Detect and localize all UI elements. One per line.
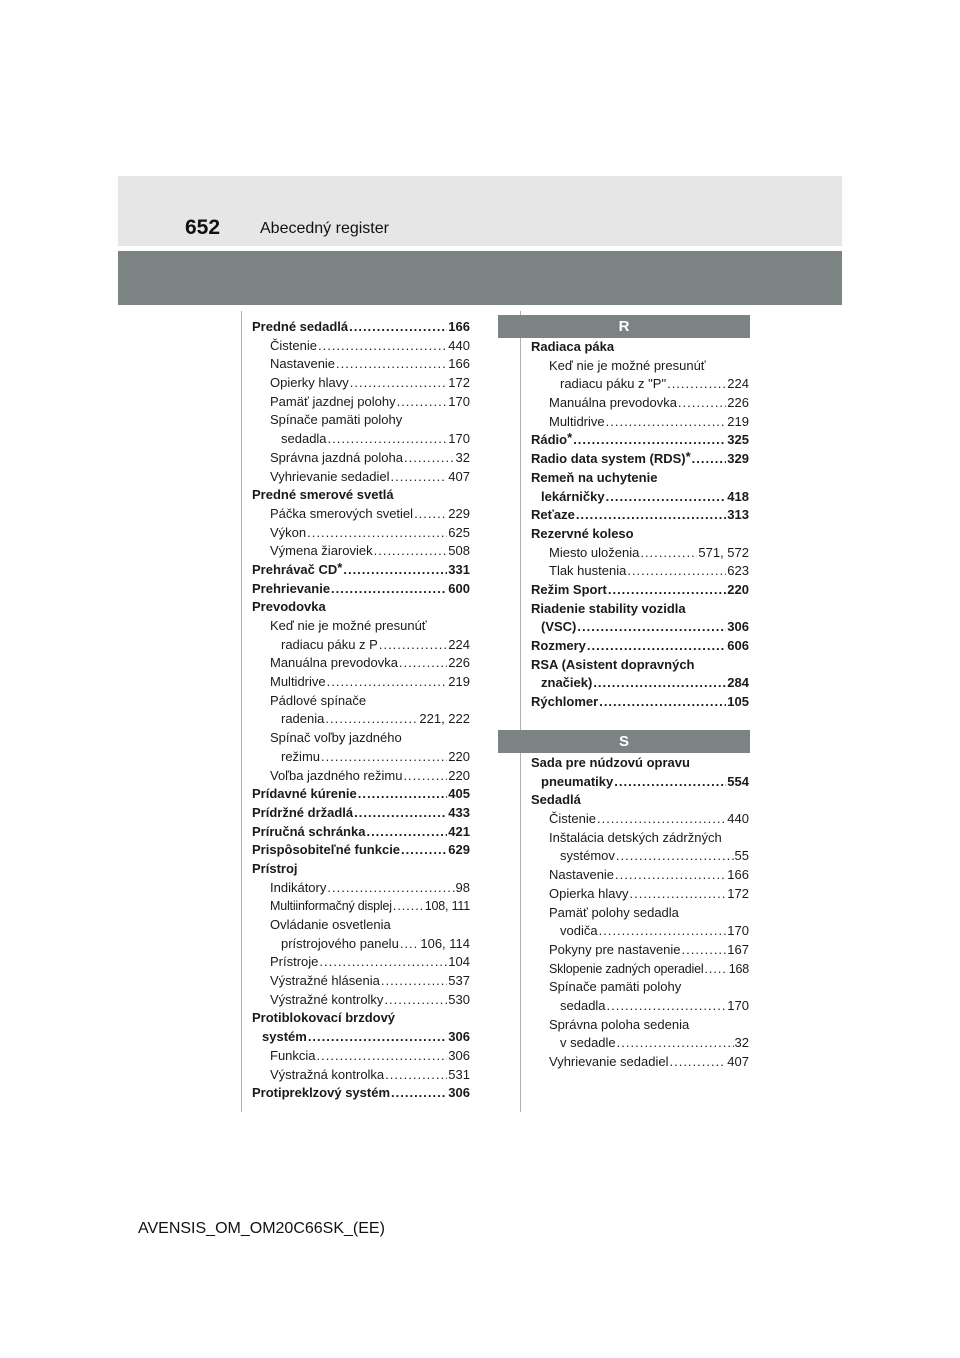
entry-text: Páčka smerových svetiel [270, 505, 414, 521]
index-entry [531, 618, 749, 637]
dot-leader [629, 885, 726, 904]
entry-page: 167 [727, 941, 749, 957]
dot-leader [404, 449, 455, 468]
entry-text: Výmena žiaroviek [270, 543, 373, 559]
dot-leader [307, 524, 447, 543]
entry-text: Multiinformačný displej [270, 899, 392, 914]
entry-text: Rezervné koleso [531, 525, 634, 541]
entry-text: Pádlové spínače [270, 692, 367, 708]
dot-leader [414, 505, 447, 524]
entry-text: Výstražné kontrolky [270, 991, 384, 1007]
index-entry [252, 767, 470, 786]
index-entry [531, 1016, 749, 1035]
index-entry [252, 804, 470, 823]
index-entry [252, 1028, 470, 1047]
index-entry [531, 773, 749, 792]
index-entry: Prehrávač CD * ..... 331 [252, 561, 470, 580]
dot-leader [401, 841, 447, 860]
entry-text: Výstražné hlásenia [270, 973, 380, 989]
entry-page: 623 [727, 563, 749, 579]
index-entry [531, 357, 749, 376]
index-entry [252, 318, 470, 337]
index-entry [531, 866, 749, 885]
index-entry [531, 394, 749, 413]
dot-leader [669, 1053, 726, 1072]
document-code: AVENSIS_OM_OM20C66SK_(EE) [138, 1220, 385, 1237]
entry-text: Rádio [531, 432, 568, 448]
index-entry [531, 978, 749, 997]
dot-leader [599, 693, 726, 712]
index-entry [531, 960, 749, 979]
dot-leader [617, 1034, 734, 1053]
index-entry [531, 847, 749, 866]
dot-leader [403, 767, 447, 786]
index-entry [252, 505, 470, 524]
dot-leader [381, 972, 447, 991]
dot-leader [327, 879, 454, 898]
entry-text: Reťaze [531, 507, 575, 523]
section-letter-r: R [498, 315, 750, 338]
entry-page: 106, 114 [420, 935, 470, 951]
entry-page: 440 [727, 811, 749, 827]
entry-text: Opierka hlavy [549, 885, 629, 901]
index-entry [531, 656, 749, 675]
entry-text: Rýchlomer [531, 694, 599, 710]
index-entry [252, 692, 470, 711]
index-entry [531, 693, 749, 712]
index-entry [252, 524, 470, 543]
dot-leader [354, 804, 447, 823]
index-entry [531, 674, 749, 693]
dot-leader [349, 318, 447, 337]
index-entry [531, 469, 749, 488]
entry-text: Predné sedadlá [252, 319, 349, 334]
entry-text: Multidrive [549, 413, 605, 429]
dot-leader [317, 1047, 448, 1066]
entry-text: Riadenie stability vozidla [531, 600, 686, 616]
index-entry [252, 1009, 470, 1028]
entry-text: Radio data system (RDS) [531, 451, 686, 467]
dot-leader [615, 866, 726, 885]
index-entry [531, 1034, 749, 1053]
dot-leader [393, 897, 424, 916]
index-entry [252, 748, 470, 767]
entry-text: Pamäť jazdnej polohy [270, 393, 396, 409]
entry-text: vodiča [560, 923, 598, 939]
index-entry [252, 935, 470, 954]
entry-page: 407 [448, 468, 470, 484]
entry-text: lekárničky [541, 488, 605, 504]
dot-leader [343, 561, 447, 580]
entry-text: značiek) [541, 675, 593, 691]
entry-page: 219 [448, 674, 470, 690]
entry-text: systémov [560, 848, 615, 864]
index-entry [252, 411, 470, 430]
entry-text: radiacu páku z "P" [560, 376, 667, 392]
index-entry [531, 637, 749, 656]
dot-leader [614, 773, 726, 792]
index-entry [252, 486, 470, 505]
entry-text: Keď nie je možné presunúť [549, 357, 706, 373]
dot-leader [577, 618, 726, 637]
entry-text: Predné smerové svetlá [252, 487, 394, 503]
index-entry [252, 916, 470, 935]
entry-text: Správna jazdná poloha [270, 449, 403, 465]
index-entry [531, 904, 749, 923]
entry-page: 172 [727, 885, 749, 901]
entry-text: Výkon [270, 524, 307, 540]
entry-page: 407 [727, 1054, 749, 1069]
index-entry [531, 885, 749, 904]
entry-text: Radiaca páka [531, 339, 615, 354]
entry-text: Voľba jazdného režimu [270, 767, 403, 783]
entry-page: 229 [448, 505, 470, 521]
index-entry [531, 997, 749, 1016]
entry-page: 306 [448, 1047, 470, 1063]
index-entry [252, 673, 470, 692]
dot-leader [627, 562, 726, 581]
dot-leader [704, 960, 727, 979]
index-entry [531, 525, 749, 544]
index-entry [531, 941, 749, 960]
entry-text: Pokyny pre nastavenie [549, 941, 681, 957]
index-entry [531, 562, 749, 581]
dot-leader [606, 413, 727, 432]
entry-page: 224 [727, 376, 749, 392]
entry-page: 331 [448, 561, 470, 577]
entry-text: režimu [281, 748, 321, 764]
dot-leader [390, 468, 447, 487]
entry-text: Vyhrievanie sedadiel [270, 468, 390, 484]
index-entry [531, 581, 749, 600]
entry-page: 629 [448, 842, 470, 858]
dot-leader [336, 355, 447, 374]
index-entry [531, 338, 749, 357]
index-entry [531, 754, 749, 773]
entry-text: Protipreklzový systém [252, 1085, 391, 1101]
entry-page: 219 [727, 413, 749, 429]
entry-text: Výstražná kontrolka [270, 1066, 385, 1082]
entry-page: 625 [448, 524, 470, 540]
entry-page: 329 [727, 451, 749, 467]
index-entry [252, 991, 470, 1010]
dot-leader [384, 991, 447, 1010]
index-entry [252, 972, 470, 991]
index-entry [252, 337, 470, 356]
index-entry [252, 860, 470, 879]
index-entry [531, 544, 749, 563]
dot-leader [325, 710, 418, 729]
entry-text: Režim Sport [531, 581, 607, 597]
dot-leader [350, 374, 448, 393]
index-entry [252, 823, 470, 842]
column-divider-left [241, 311, 242, 1112]
entry-page: 571, 572 [698, 544, 749, 560]
entry-text: (VSC) [541, 619, 577, 635]
entry-text: Funkcia [270, 1047, 316, 1063]
index-entry [252, 374, 470, 393]
entry-page: 405 [448, 786, 470, 802]
index-entry [252, 468, 470, 487]
entry-page: 508 [448, 543, 470, 559]
entry-page: 554 [727, 773, 749, 789]
dot-leader [692, 450, 727, 469]
entry-text: Keď nie je možné presunúť [270, 618, 427, 633]
entry-page: 530 [448, 991, 470, 1007]
dot-leader [327, 673, 448, 692]
entry-page: 170 [448, 431, 470, 447]
entry-text: Prístroj [252, 860, 298, 876]
entry-text: radiacu páku z P [281, 636, 378, 652]
entry-text: Remeň na uchytenie [531, 469, 658, 485]
entry-text: Prevodovka [252, 599, 326, 615]
entry-text: Spínače pamäti polohy [270, 412, 403, 428]
entry-page: 168 [728, 961, 749, 976]
dot-leader [678, 394, 726, 413]
dot-leader [308, 1028, 447, 1047]
entry-page: 166 [727, 867, 749, 883]
index-entry [531, 829, 749, 848]
index-entry [252, 897, 470, 916]
entry-text: Indikátory [270, 879, 327, 895]
index-entry [252, 729, 470, 748]
index-entry [252, 785, 470, 804]
entry-page: 104 [448, 954, 470, 970]
entry-page: 221, 222 [419, 711, 470, 727]
index-entry [252, 953, 470, 972]
entry-text: Rozmery [531, 638, 586, 653]
index-entry [252, 598, 470, 617]
dot-leader [328, 430, 448, 449]
entry-page: 440 [448, 337, 470, 353]
entry-page: 306 [727, 619, 749, 635]
entry-page: 313 [727, 507, 749, 523]
index-entry [531, 413, 749, 432]
dot-leader [385, 1066, 447, 1085]
index-entry [531, 488, 749, 507]
dot-leader [321, 748, 447, 767]
entry-page: 224 [448, 636, 470, 652]
index-entry [252, 393, 470, 412]
entry-text: Inštalácia detských zádržných [549, 829, 722, 845]
index-entry [252, 841, 470, 860]
index-entry [531, 375, 749, 394]
entry-text: Manuálna prevodovka [549, 395, 677, 411]
entry-page: 108, 111 [424, 899, 470, 914]
entry-text: Protiblokovací brzdový [252, 1010, 396, 1026]
dot-leader [374, 542, 448, 561]
index-entry [252, 636, 470, 655]
header-band [118, 176, 842, 246]
index-entry: Rádio * ..... 325 [531, 431, 749, 450]
entry-page: 284 [727, 675, 749, 691]
entry-text: Nastavenie [270, 356, 336, 372]
entry-text: Prispôsobiteľné funkcie [252, 842, 401, 858]
dot-leader [607, 997, 727, 1016]
index-entry [252, 542, 470, 561]
entry-page: 600 [448, 580, 470, 596]
section-letter-s: S [498, 730, 750, 753]
entry-text: Čistenie [549, 811, 596, 827]
index-entry [531, 506, 749, 525]
entry-page: 166 [448, 319, 470, 334]
index-entry [252, 1047, 470, 1066]
entry-page: 170 [727, 997, 749, 1013]
entry-text: sedadla [281, 431, 327, 447]
index-entry [531, 600, 749, 619]
dot-leader [599, 922, 727, 941]
dot-leader [366, 823, 447, 842]
entry-text: Ovládanie osvetlenia [270, 917, 391, 932]
entry-page: 220 [727, 581, 749, 597]
entry-page: 421 [448, 823, 470, 839]
entry-page: 220 [448, 767, 470, 783]
entry-page: 306 [448, 1085, 470, 1101]
dot-leader [358, 785, 448, 804]
index-column-right-r [531, 338, 749, 712]
entry-text: Sklopenie zadných operadiel [549, 961, 704, 976]
entry-text: Nastavenie [549, 867, 615, 883]
entry-page: 606 [727, 638, 749, 653]
dot-leader [318, 337, 447, 356]
index-entry [252, 710, 470, 729]
entry-page: 55 [734, 848, 749, 864]
dot-leader [379, 636, 447, 655]
index-entry [252, 654, 470, 673]
dot-leader [667, 375, 726, 394]
entry-page: 433 [448, 804, 470, 820]
entry-text: Prehrievanie [252, 580, 331, 596]
entry-page: 32 [455, 449, 470, 465]
index-column-right-s [531, 754, 749, 1072]
index-entry [531, 922, 749, 941]
dot-leader [576, 506, 726, 525]
entry-page: 306 [448, 1029, 470, 1045]
page-number: 652 [185, 216, 221, 239]
entry-page: 226 [727, 395, 749, 411]
entry-text: Spínače pamäti polohy [549, 979, 682, 995]
entry-page: 166 [448, 356, 470, 372]
dot-leader [608, 581, 726, 600]
entry-text: Prídržné držadlá [252, 804, 354, 820]
entry-text: Sedadlá [531, 792, 581, 808]
dot-leader [573, 431, 726, 450]
entry-page: 226 [448, 655, 470, 671]
dot-leader [597, 810, 726, 829]
dot-leader [400, 935, 420, 954]
index-column-left [252, 318, 470, 1103]
index-entry [252, 355, 470, 374]
dot-leader [587, 637, 726, 656]
entry-page: 220 [448, 748, 470, 764]
entry-text: v sedadle [560, 1035, 616, 1051]
index-entry [252, 1084, 470, 1103]
entry-text: Multidrive [270, 674, 326, 690]
index-entry [252, 449, 470, 468]
dot-leader [399, 654, 447, 673]
index-entry [252, 617, 470, 636]
index-entry [252, 879, 470, 898]
entry-text: Spínač voľby jazdného [270, 730, 402, 746]
dot-leader [593, 674, 726, 693]
index-entry [252, 580, 470, 599]
entry-page: 32 [734, 1035, 749, 1051]
column-divider-middle [520, 311, 521, 1112]
entry-text: radenia [281, 711, 325, 727]
dot-leader [331, 580, 447, 599]
entry-text: Tlak hustenia [549, 563, 627, 579]
entry-page: 418 [727, 488, 749, 504]
dot-leader [391, 1084, 447, 1103]
entry-text: Čistenie [270, 337, 317, 353]
dot-leader [640, 544, 697, 563]
entry-text: sedadla [560, 997, 606, 1013]
entry-text: Vyhrievanie sedadiel [549, 1054, 669, 1069]
header-dark-band [118, 251, 842, 305]
entry-text: prístrojového panelu [281, 935, 399, 951]
entry-text: Manuálna prevodovka [270, 655, 398, 671]
entry-page: 105 [727, 694, 749, 710]
entry-text: RSA (Asistent dopravných [531, 656, 695, 672]
entry-page: 325 [727, 432, 749, 448]
entry-text: Miesto uloženia [549, 544, 640, 560]
entry-text: systém [262, 1029, 307, 1045]
entry-text: Príručná schránka [252, 823, 366, 839]
entry-page: 172 [448, 375, 470, 391]
index-entry [531, 810, 749, 829]
entry-text: Správna poloha sedenia [549, 1016, 690, 1032]
entry-text: Prídavné kúrenie [252, 786, 357, 802]
dot-leader [319, 953, 447, 972]
entry-text: Opierky hlavy [270, 375, 349, 391]
entry-page: 531 [448, 1066, 470, 1082]
index-entry [252, 1066, 470, 1085]
entry-text: Pamäť polohy sedadla [549, 904, 679, 920]
index-entry: Radio data system (RDS) * ..... 329 [531, 450, 749, 469]
entry-text: Sada pre núdzovú opravu [531, 755, 690, 770]
entry-text: Prístroje [270, 954, 319, 970]
page-title: Abecedný register [260, 220, 389, 237]
dot-leader [616, 847, 734, 866]
entry-text: pneumatiky [541, 773, 614, 789]
entry-page: 170 [448, 393, 470, 409]
index-entry [531, 791, 749, 810]
index-entry [252, 430, 470, 449]
entry-page: 98 [455, 879, 470, 895]
entry-page: 170 [727, 923, 749, 939]
dot-leader [606, 488, 727, 507]
entry-text: Prehrávač CD [252, 561, 338, 577]
dot-leader [397, 393, 448, 412]
entry-page: 537 [448, 973, 470, 989]
dot-leader [682, 941, 727, 960]
index-entry [531, 1053, 749, 1072]
